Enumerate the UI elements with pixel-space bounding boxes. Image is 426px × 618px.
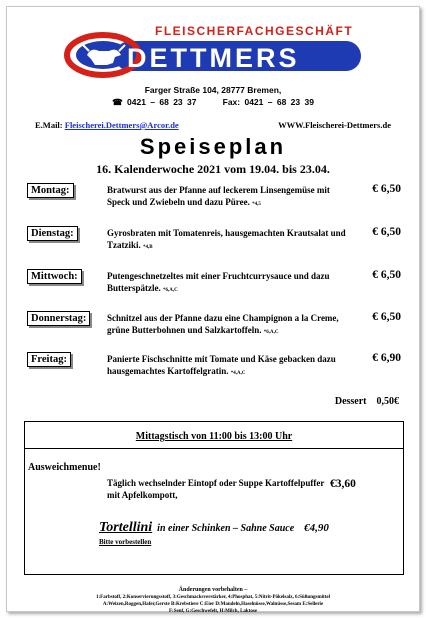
- additives: *4,B: [143, 245, 153, 250]
- dettmers-logo: [63, 21, 379, 79]
- email-block: [35, 120, 179, 130]
- menu-row-friday: [27, 352, 401, 384]
- email-link[interactable]: Fleischerei.Dettmers@Arcor.de: [64, 120, 179, 130]
- footer-additives-line: 1:Farbstoff, 2:Konservierungsstoff, 3:Geschmacksverstärker, 4:Phosphat, 5:Nitrit-Pökelsalz, 6:Süßungsmittel: [96, 595, 330, 600]
- menu-row-tuesday: [27, 226, 401, 258]
- footer-allergens-line-2: F:Senf, G:Geschwefelt, H:Milch, Laktose: [168, 609, 258, 614]
- lunch-hours: Mittagstisch von 11:00 bis 13:00 Uhr: [135, 431, 293, 442]
- dish-price: € 6,50: [372, 226, 401, 238]
- additives: *6,A,C: [263, 330, 279, 335]
- dish-description: Bratwurst aus der Pfanne auf leckerem Linsengemüse mit Speck und Zwiebeln und dazu Püree. *4,5: [107, 185, 330, 207]
- day-label: Montag:: [27, 183, 74, 198]
- additives: *4,5: [252, 202, 261, 207]
- footer-notes: [7, 587, 419, 615]
- dessert-price: 0,50€: [376, 396, 399, 407]
- dish-price: € 6,50: [372, 183, 401, 195]
- brand-name-text: DETTMERS: [127, 43, 300, 73]
- email-label: E.Mail:: [35, 120, 63, 130]
- street-address: Farger Straße 104, 28777 Bremen,: [144, 85, 282, 95]
- menu-row-monday: [27, 183, 401, 215]
- day-label: Dienstag:: [27, 226, 78, 241]
- lunch-info-box: [24, 421, 404, 575]
- menu-page: [6, 6, 420, 612]
- box-divider: [25, 448, 403, 449]
- dish-price: € 6,50: [372, 311, 401, 323]
- day-label: Donnerstag:: [27, 311, 90, 326]
- dish-price: € 6,50: [372, 269, 401, 281]
- additives: *6,A,C: [163, 288, 178, 293]
- menu-row-thursday: [27, 311, 401, 343]
- special-name: Tortellini: [99, 520, 153, 535]
- alternative-heading: Ausweichmenue!: [28, 462, 101, 473]
- dish-description: Putengeschnetzeltes mit einer Fruchtcurrysauce und dazu Butterspätzle. *6,A,C: [107, 271, 330, 293]
- special-description: in einer Schinken – Sahne Sauce: [157, 523, 295, 534]
- special-dish: [99, 520, 329, 536]
- menu-row-wednesday: [27, 269, 401, 301]
- dish-description: Gyrosbraten mit Tomatenreis, hausgemachten Krautsalat und Tzatziki. *4,B: [107, 228, 346, 250]
- footer-allergens-line: A:Weizen,Roggen,Hafer,Gerste B:Krebstiere C:Eier D:Mandeln,Haselnüsse,Walnüsse,Sesam E:Sellerie: [102, 602, 324, 607]
- alternative-price: €3,60: [330, 478, 356, 490]
- dish-price: € 6,90: [372, 352, 401, 364]
- phone-number: ☎ 0421 – 68 23 37: [112, 97, 197, 107]
- footer-title: Änderungen vorbehalten –: [178, 587, 248, 593]
- week-range: 16. Kalenderwoche 2021 vom 19.04. bis 23.04.: [96, 162, 330, 176]
- day-label: Mittwoch:: [27, 269, 82, 284]
- special-price: €4,90: [304, 522, 329, 534]
- additives: *4,A,C: [230, 371, 246, 376]
- page-title: Speiseplan: [139, 134, 287, 159]
- alternative-text: Täglich wechselnder Eintopf oder Suppe Kartoffelpuffer mit Apfelkompott,: [107, 478, 325, 500]
- dish-description: Schnitzel aus der Pfanne dazu eine Champignon a la Creme, grüne Butterbohnen und Salzkartoffeln. *6,A,C: [107, 313, 339, 335]
- preorder-note: Bitte vorbestellen: [99, 538, 152, 546]
- day-label: Freitag:: [27, 352, 71, 367]
- fax-number: Fax: 0421 – 68 23 39: [222, 97, 314, 107]
- dessert-line: [335, 396, 399, 407]
- phone-fax-line: [7, 97, 419, 107]
- brand-top-text: FLEISCHERFACHGESCHÄFT: [155, 24, 354, 38]
- dish-description: Panierte Fischschnitte mit Tomate und Käse gebacken dazu hausgemachtes Kartoffelgratin. *4,A,C: [107, 354, 336, 376]
- dessert-label: Dessert: [334, 396, 367, 407]
- website-text: WWW.Fleischerei-Dettmers.de: [278, 120, 391, 130]
- contact-line: [35, 120, 391, 130]
